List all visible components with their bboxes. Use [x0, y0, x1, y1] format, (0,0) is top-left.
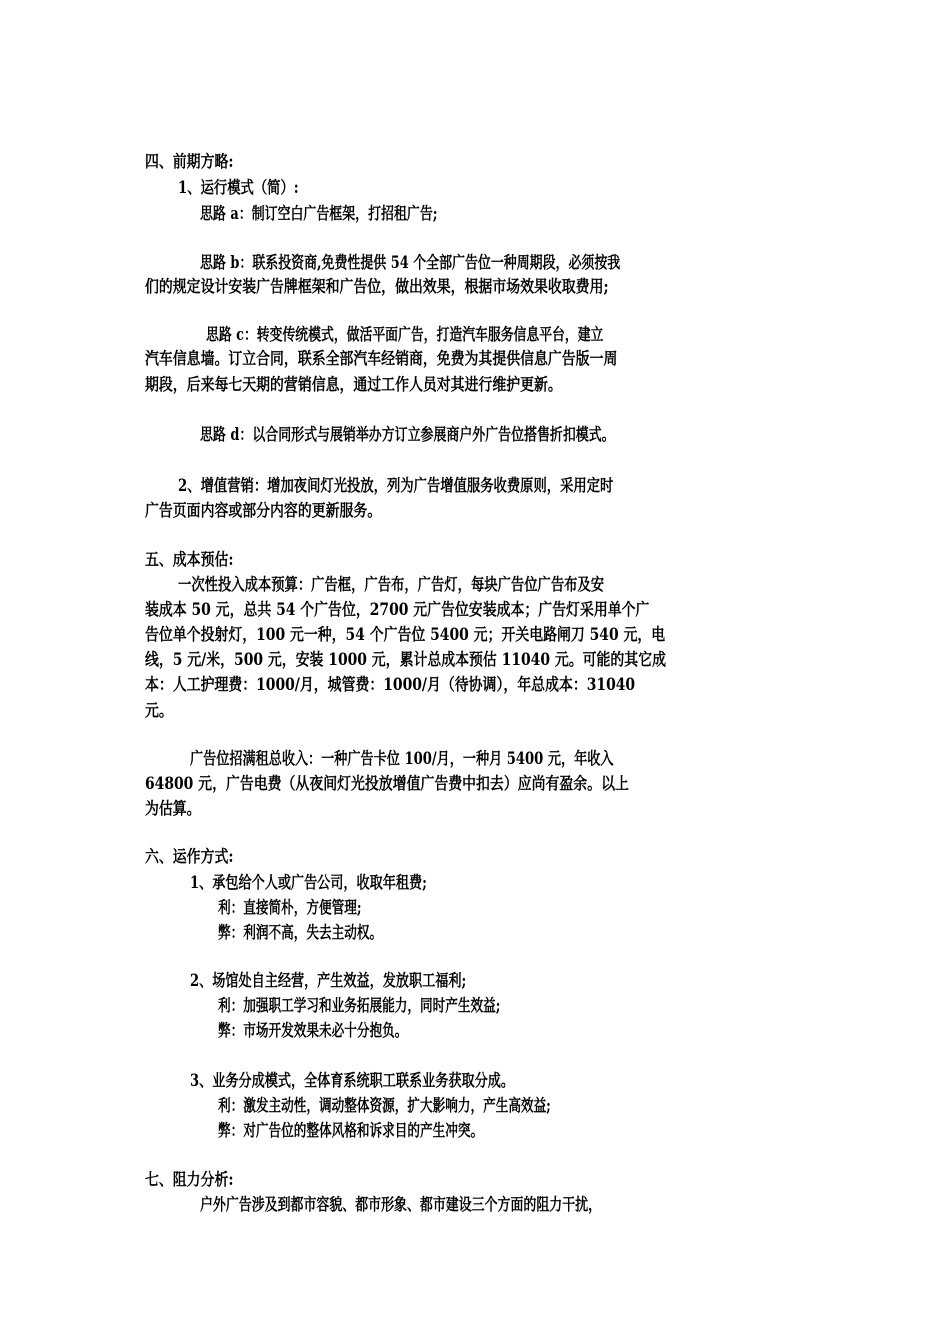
cost-para-1-line-3: 告位单个投射灯，100 元一种，54 个广告位 5400 元；开关电路闸刀 540 元，电 [145, 625, 666, 644]
mode-2-pro: 利：加强职工学习和业务拓展能力，同时产生效益; [218, 996, 501, 1015]
resistance-para-line-1: 户外广告涉及到都市容貌、都市形象、都市建设三个方面的阻力干扰， [200, 1195, 602, 1214]
value-added-line-1: 2、增值营销：增加夜间灯光投放，列为广告增值服务收费原则，采用定时 [178, 476, 614, 495]
idea-c-line-2: 汽车信息墙。订立合同，联系全部汽车经销商，免费为其提供信息广告版一周 [145, 349, 618, 368]
cost-para-1-line-2: 装成本 50 元，总共 54 个广告位，2700 元广告位安装成本；广告灯采用单个广 [145, 600, 650, 619]
mode-1: 1、承包给个人或广告公司，收取年租费; [190, 873, 427, 892]
income-para-line-1: 广告位招满租总收入：一种广告卡位 100/月，一种月 5400 元，年收入 [190, 749, 614, 768]
section-6-heading: 六、运作方式: [145, 847, 234, 866]
cost-para-1-line-5: 本：人工护理费：1000/月，城管费：1000/月（待协调），年总成本：31040 [145, 675, 636, 694]
section-5-heading: 五、成本预估: [145, 550, 234, 569]
cost-para-1-line-1: 一次性投入成本预算：广告框，广告布，广告灯，每块广告位广告布及安 [178, 575, 605, 594]
income-para-line-3: 为估算。 [145, 799, 201, 818]
idea-c-line-3: 期段，后来每七天期的营销信息，通过工作人员对其进行维护更新。 [145, 375, 562, 394]
idea-b-line-1: 思路 b：联系投资商,免费性提供 54 个全部广告位一种周期段，必须按我 [200, 253, 621, 272]
mode-2: 2、场馆处自主经营，产生效益，发放职工福利; [190, 971, 467, 990]
section-7-heading: 七、阻力分析: [145, 1170, 234, 1189]
mode-1-con: 弊：利润不高，失去主动权。 [218, 923, 383, 942]
idea-c-line-1: 思路 c：转变传统模式，做活平面广告，打造汽车服务信息平台，建立 [206, 325, 604, 344]
mode-2-con: 弊：市场开发效果未必十分抱负。 [218, 1021, 408, 1040]
mode-3-con: 弊：对广告位的整体风格和诉求目的产生冲突。 [218, 1121, 484, 1140]
cost-para-1-line-4: 线，5 元/米，500 元，安装 1000 元，累计总成本预估 11040 元。可能的其它成 [145, 650, 666, 669]
mode-1-pro: 利：直接简朴，方便管理; [218, 898, 362, 917]
value-added-line-2: 广告页面内容或部分内容的更新服务。 [145, 501, 382, 520]
idea-a: 思路 a：制订空白广告框架，打招租广告; [200, 204, 438, 223]
income-para-line-2: 64800 元，广告电费（从夜间灯光投放增值广告费中扣去）应尚有盈余。以上 [145, 774, 629, 793]
cost-para-1-line-6: 元。 [145, 701, 173, 720]
operation-mode-heading: 1、运行模式（简）: [178, 178, 299, 197]
section-4-heading: 四、前期方略: [145, 152, 234, 171]
mode-3: 3、业务分成模式，全体育系统职工联系业务获取分成。 [190, 1071, 514, 1090]
idea-b-line-2: 们的规定设计安装广告牌框架和广告位，做出效果，根据市场效果收取费用; [145, 277, 609, 296]
idea-d: 思路 d：以合同形式与展销举办方订立参展商户外广告位搭售折扣模式。 [200, 425, 615, 444]
mode-3-pro: 利：激发主动性，调动整体资源，扩大影响力，产生高效益; [218, 1096, 551, 1115]
